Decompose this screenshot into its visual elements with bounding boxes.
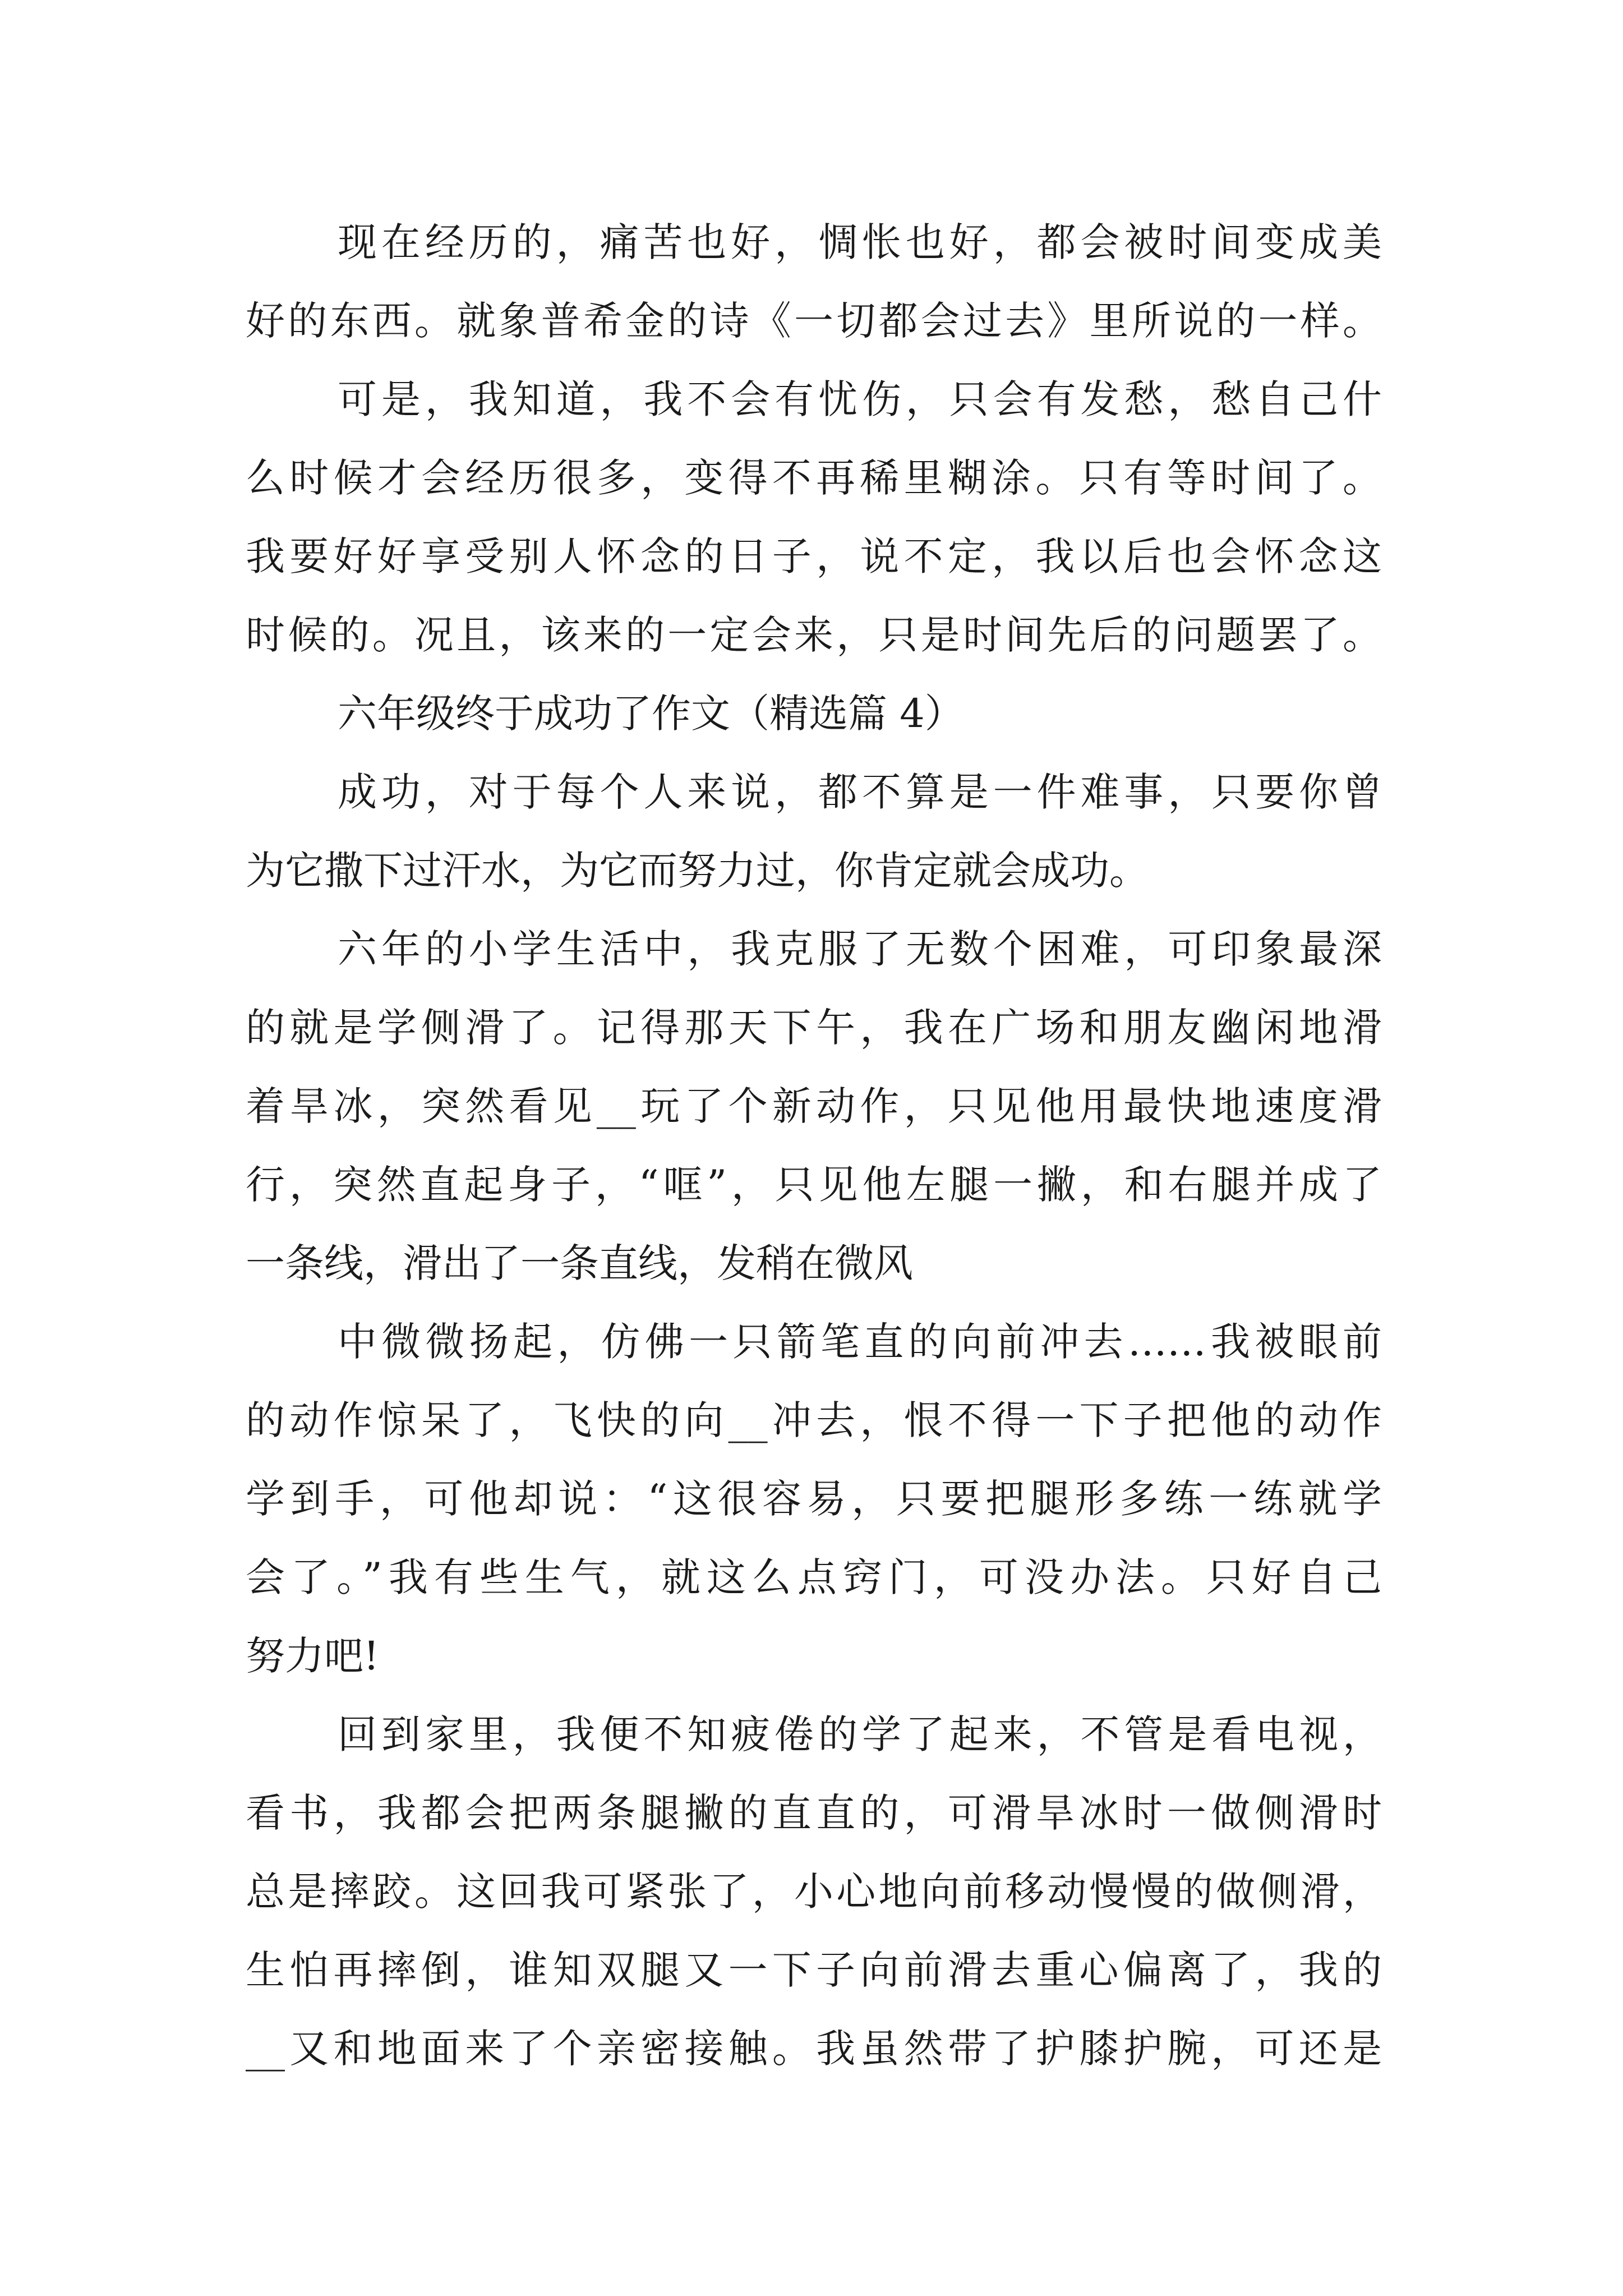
text-line: 现在经历的，痛苦也好，惆怅也好，都会被时间变成美 <box>338 219 1382 265</box>
text-line: 学到手，可他却说：“这很容易，只要把腿形多练一练就学 <box>246 1476 1382 1522</box>
text-line: 总是摔跤。这回我可紧张了，小心地向前移动慢慢的做侧滑， <box>246 1869 1382 1915</box>
text-line: 好的东西。就象普希金的诗《一切都会过去》里所说的一样。 <box>246 298 1382 344</box>
text-line: __又和地面来了个亲密接触。我虽然带了护膝护腕，可还是 <box>246 2026 1382 2072</box>
text-line: 看书，我都会把两条腿撇的直直的，可滑旱冰时一做侧滑时 <box>246 1790 1382 1836</box>
text-line: 的动作惊呆了，飞快的向__冲去，恨不得一下子把他的动作 <box>246 1397 1382 1443</box>
text-line: 生怕再摔倒，谁知双腿又一下子向前滑去重心偏离了，我的 <box>246 1947 1382 1993</box>
text-line: 成功，对于每个人来说，都不算是一件难事，只要你曾 <box>338 769 1382 815</box>
text-line: 行，突然直起身子，“哐”，只见他左腿一撇，和右腿并成了 <box>246 1162 1382 1208</box>
text-line: 可是，我知道，我不会有忧伤，只会有发愁，愁自己什 <box>338 376 1382 422</box>
text-line: 着旱冰，突然看见__玩了个新动作，只见他用最快地速度滑 <box>246 1083 1382 1129</box>
section-heading: 六年级终于成功了作文（精选篇 4） <box>338 691 964 737</box>
text-line: 中微微扬起，仿佛一只箭笔直的向前冲去……我被眼前 <box>338 1319 1382 1365</box>
text-line: 时候的。况且，该来的一定会来，只是时间先后的问题罢了。 <box>246 612 1382 658</box>
text-line: 回到家里，我便不知疲倦的学了起来，不管是看电视， <box>338 1711 1382 1757</box>
text-line: 一条线，滑出了一条直线，发稍在微风 <box>246 1240 913 1286</box>
text-line: 的就是学侧滑了。记得那天下午，我在广场和朋友幽闲地滑 <box>246 1005 1382 1051</box>
text-line: 会了。”我有些生气，就这么点窍门，可没办法。只好自己 <box>246 1554 1382 1600</box>
text-line: 六年的小学生活中，我克服了无数个困难，可印象最深 <box>338 926 1382 972</box>
text-line: 为它撒下过汗水，为它而努力过，你肯定就会成功。 <box>246 848 1149 894</box>
text-line: 我要好好享受别人怀念的日子，说不定，我以后也会怀念这 <box>246 533 1382 579</box>
text-line: 努力吧! <box>246 1633 380 1679</box>
text-line: 么时候才会经历很多，变得不再稀里糊涂。只有等时间了。 <box>246 455 1382 501</box>
